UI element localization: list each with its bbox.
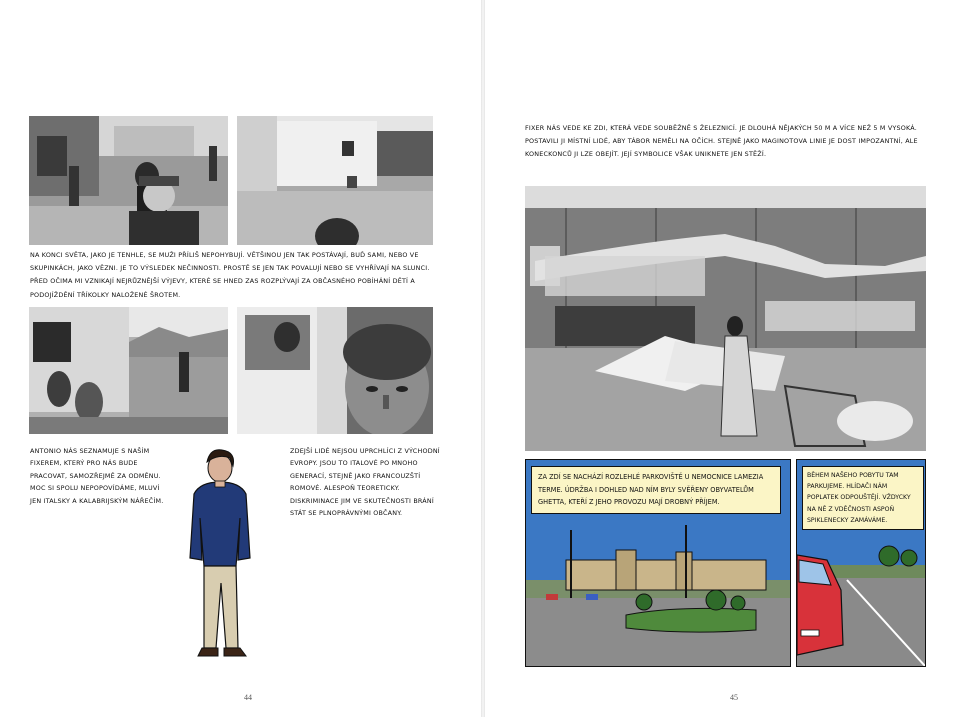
refugees-text: ZDEJŠÍ LIDÉ NEJSOU UPRCHLÍCI Z VÝCHODNÍ EVROPY. JSOU TO ITALOVÉ PO MNOHO GENERACÍ, STEJNĚ JAKO FRANCOUZŠTÍ ROMOVÉ. ALESPOŇ TEORETICKY. DISKRIMINACE JIM VE SKUTEČNOSTI BRÁNÍ STÁT SE PLNOPRÁVNÝMI OBČANY. bbox=[290, 447, 440, 518]
photo-children-trailer bbox=[29, 307, 228, 434]
left-page bbox=[0, 0, 481, 717]
page-number-right: 45 bbox=[730, 693, 738, 702]
fixer-illustration bbox=[180, 448, 260, 668]
wall-intro-text: FIXER NÁS VEDE KE ZDI, KTERÁ VEDE SOUBĚŽNĚ S ŽELEZNICÍ. JE DLOUHÁ NĚJAKÝCH 50 M A VÍCE NEŽ 5 M VYSOKÁ. POSTAVILI JI MÍSTNÍ LIDÉ, ABY TÁBOR NEMĚLI NA OČÍCH. STEJNĚ JAKO MAGINOTOVA LINIE JE DOST IMPOZANTNÍ, ALE KONECKONCŮ JI LZE OBEJÍT. JEJÍ SYMBOLICE VŠAK UNIKNETE JEN STĚŽÍ. bbox=[525, 124, 918, 159]
intro-paragraph: NA KONCI SVĚTA, JAKO JE TENHLE, SE MUŽI PŘÍLIŠ NEPOHYBUJÍ. VĚTŠINOU JEN TAK POSTÁVAJÍ, BUĎ SAMI, NEBO VE SKUPINKÁCH, JAKO VĚZNI. JE TO VÝSLEDEK NEČINNOSTI. PROSTĚ SE JEN TAK POVALUJÍ NEBO SE VYHŘÍVAJÍ NA SLUNCI. PŘED OČIMA MI VZNIKAJÍ NEJRŮZNĚJŠÍ VÝJEVY, KTERÉ SE HNED ZAS ROZPLÝVAJÍ ZA OBČASNÉHO POBÍHÁNÍ DĚTÍ A PODOJÍŽDĚNÍ TŘÍKOLKY NALOŽENÉ ŠROTEM. bbox=[30, 251, 430, 299]
photo-trailers-yard bbox=[237, 116, 433, 245]
caption-parking-fee: BĚHEM NAŠEHO POBYTU TAM PARKUJEME. HLÍDAČI NÁM POPLATEK ODPOUŠTĚJÍ. VŽDYCKY NA NĚ Z VDĚČNOSTI ASPOŇ SPIKLENECKY ZAMÁVÁME. bbox=[802, 466, 924, 530]
antonio-text: ANTONIO NÁS SEZNAMUJE S NAŠÍM FIXEREM, KTERÝ PRO NÁS BUDE PRACOVAT, SAMOZŘEJMĚ ZA ODMĚNU. MOC SI SPOLU NEPOPOVÍDÁME, MLUVÍ JEN ITALSKY A KALABRIJSKÝM NÁŘEČÍM. bbox=[30, 447, 164, 505]
caption-parking: ZA ZDÍ SE NACHÁZÍ ROZLEHLÉ PARKOVIŠTĚ U NEMOCNICE LAMEZIA TERME. ÚDRŽBA I DOHLED NAD NÍM BYLY SVĚŘENY OBYVATELŮM GHETTA, KTEŘÍ Z JEHO PROVOZU MAJÍ DROBNÝ PŘÍJEM. bbox=[531, 466, 781, 514]
photo-old-man-hat bbox=[29, 116, 228, 245]
page-number-left: 44 bbox=[244, 693, 252, 702]
right-page bbox=[485, 0, 977, 717]
photo-wall-laundry bbox=[525, 186, 926, 451]
photo-old-woman-truck bbox=[237, 307, 433, 434]
